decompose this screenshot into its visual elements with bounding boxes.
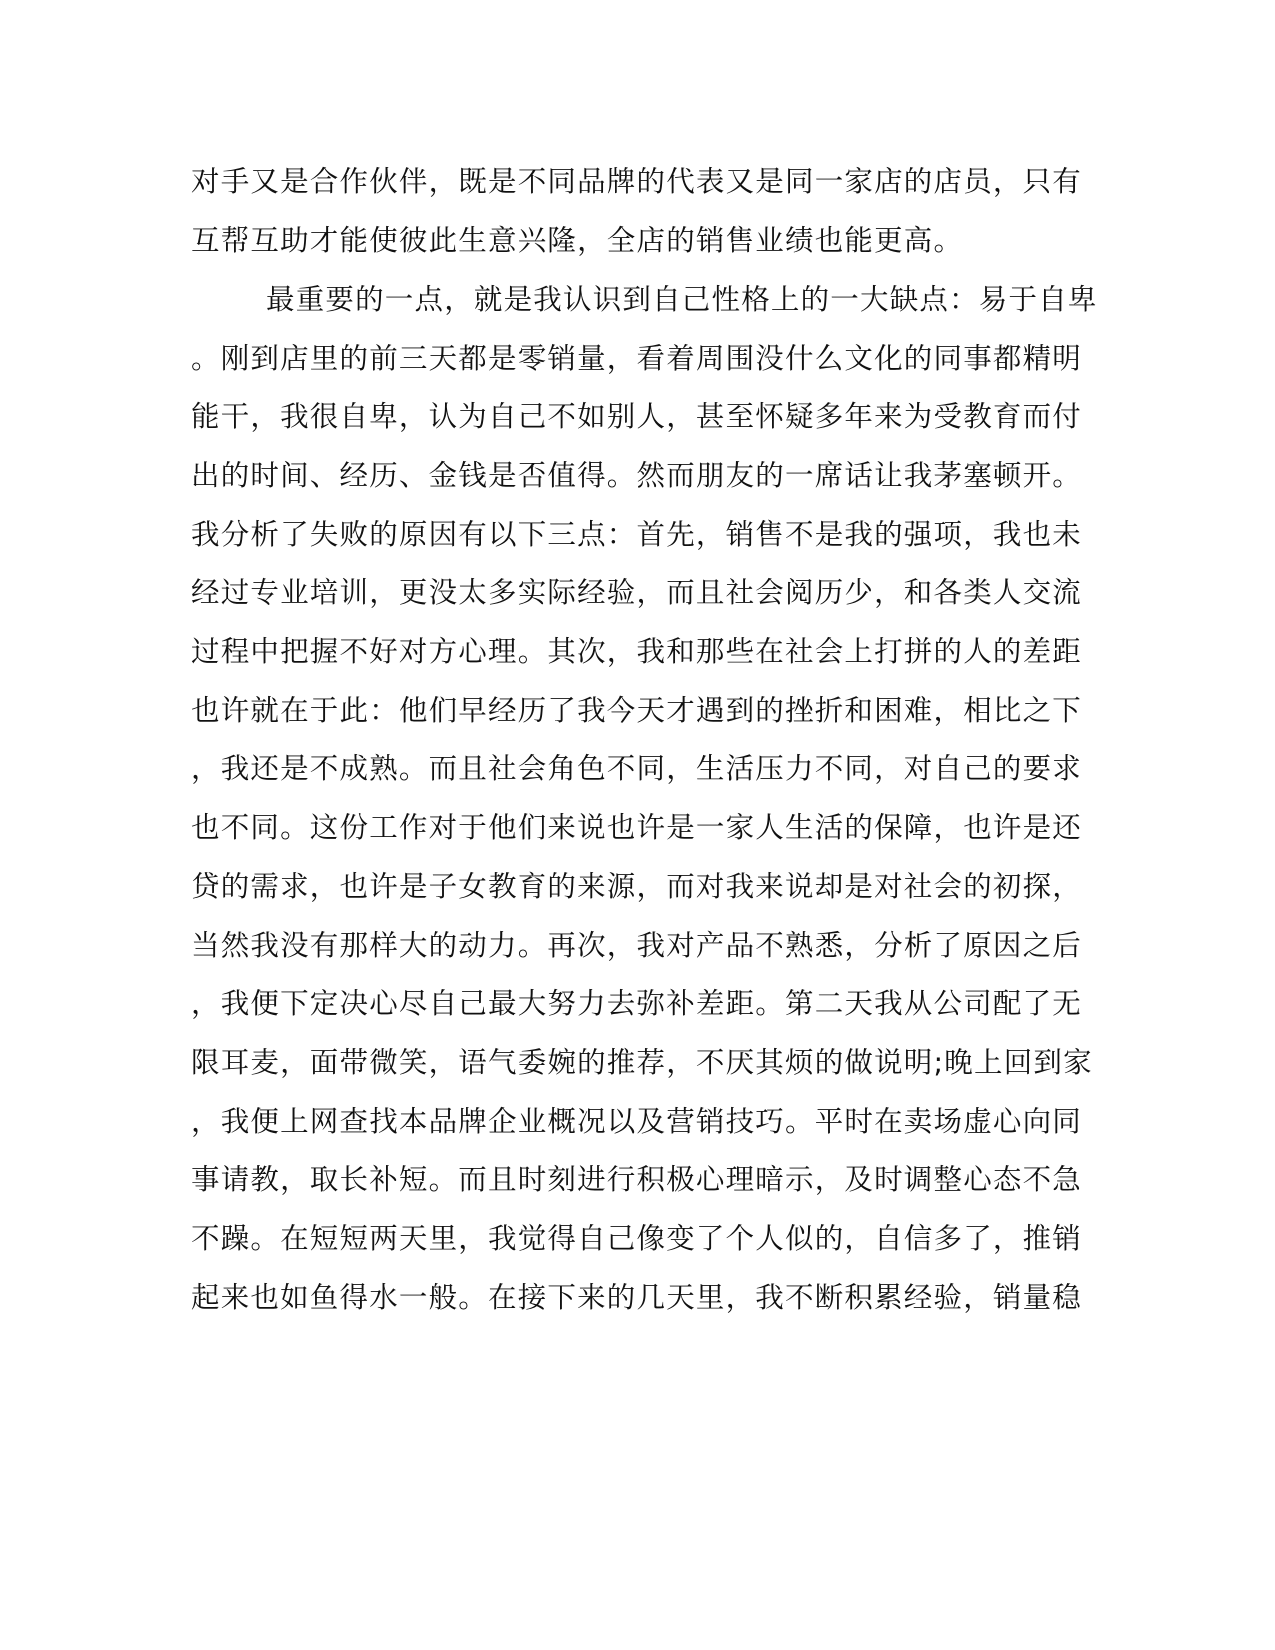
text-line: 过程中把握不好对方心理。其次，我和那些在社会上打拼的人的差距: [191, 635, 1083, 668]
paragraph-first-line: 最重要的一点，就是我认识到自己性格上的一大缺点：易于自卑: [266, 283, 1098, 316]
text-line: 能干，我很自卑，认为自己不如别人，甚至怀疑多年来为受教育而付: [191, 400, 1083, 433]
text-line: 限耳麦，面带微笑，语气委婉的推荐，不厌其烦的做说明;晚上回到家: [191, 1046, 1093, 1079]
text-line: 贷的需求，也许是子女教育的来源，而对我来说却是对社会的初探，: [191, 870, 1083, 903]
text-line: 事请教，取长补短。而且时刻进行积极心理暗示，及时调整心态不急: [191, 1163, 1083, 1196]
text-line: 。刚到店里的前三天都是零销量，看着周围没什么文化的同事都精明: [191, 342, 1083, 375]
text-line: 也许就在于此：他们早经历了我今天才遇到的挫折和困难，相比之下: [191, 694, 1083, 727]
text-line: 出的时间、经历、金钱是否值得。然而朋友的一席话让我茅塞顿开。: [191, 459, 1083, 492]
text-line: ，我还是不成熟。而且社会角色不同，生活压力不同，对自己的要求: [191, 752, 1083, 785]
text-line: 互帮互助才能使彼此生意兴隆，全店的销售业绩也能更高。: [191, 224, 964, 257]
text-line: 起来也如鱼得水一般。在接下来的几天里，我不断积累经验，销量稳: [191, 1281, 1083, 1314]
text-line: 也不同。这份工作对于他们来说也许是一家人生活的保障，也许是还: [191, 811, 1083, 844]
text-line: 我分析了失败的原因有以下三点：首先，销售不是我的强项，我也未: [191, 518, 1083, 551]
text-line: ，我便上网查找本品牌企业概况以及营销技巧。平时在卖场虚心向同: [191, 1105, 1083, 1138]
text-line: ，我便下定决心尽自己最大努力去弥补差距。第二天我从公司配了无: [191, 987, 1083, 1020]
text-line: 经过专业培训，更没太多实际经验，而且社会阅历少，和各类人交流: [191, 576, 1083, 609]
text-line: 不躁。在短短两天里，我觉得自己像变了个人似的，自信多了，推销: [191, 1222, 1083, 1255]
text-line: 对手又是合作伙伴，既是不同品牌的代表又是同一家店的店员，只有: [191, 165, 1083, 198]
text-line: 当然我没有那样大的动力。再次，我对产品不熟悉，分析了原因之后: [191, 929, 1083, 962]
